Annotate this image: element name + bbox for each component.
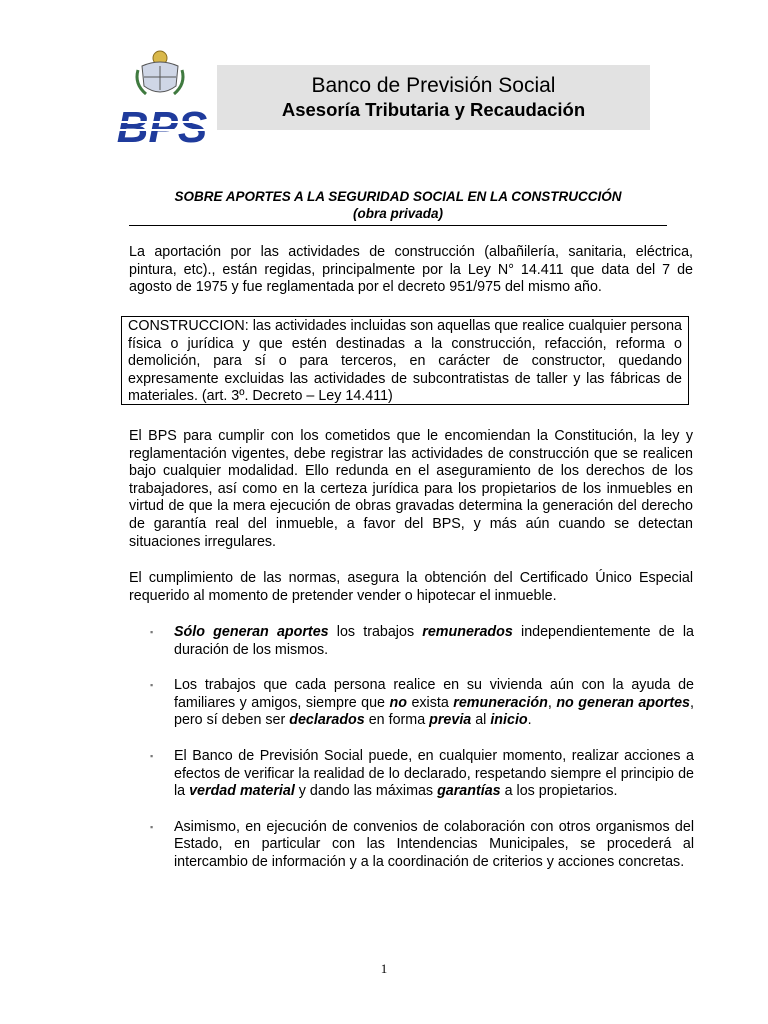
coat-of-arms-icon xyxy=(112,44,212,149)
bullet-icon: ▪ xyxy=(150,750,154,761)
certificate-paragraph: El cumplimiento de las normas, asegura la obtención del Certificado Único Especial requerido al momento de pretender vender o hipotecar el inmueble. xyxy=(129,570,693,604)
emphasis: remuneración xyxy=(453,694,548,711)
emphasis: garantías xyxy=(437,783,501,800)
header-banner xyxy=(217,65,650,130)
bullet-icon: ▪ xyxy=(150,627,154,637)
bps-logo xyxy=(112,44,212,149)
text: independientemente de la duración de los mismos. xyxy=(174,624,694,658)
intro-paragraph: La aportación por las actividades de construcción (albañilería, sanitaria, eléctrica, pintura, etc)., están regidas, principalmente por la Ley N° 14.411 que data del 7 de agosto de 1975 y fue reglamentada por el decreto 951/975 del mismo año. xyxy=(129,244,693,296)
text: al xyxy=(471,712,491,729)
page-number: 1 xyxy=(380,961,388,976)
text: El Banco de Previsión Social puede, en cualquier momento, realizar acciones a efectos de verificar la realidad de lo declarado, respetando siempre el principio de la xyxy=(174,747,694,800)
document-title: SOBRE APORTES A LA SEGURIDAD SOCIAL EN LA CONSTRUCCIÓN xyxy=(174,189,622,204)
emphasis: no generan aportes xyxy=(556,694,691,711)
text: en forma xyxy=(364,712,430,729)
logo-text: BPS xyxy=(116,103,208,149)
list-item xyxy=(150,624,694,659)
list-item xyxy=(150,677,694,730)
text: Asimismo, en ejecución de convenios de colaboración con otros organismos del Estado, en particular con las Intendencias Municipales, se procederá al intercambio de información y a la coordinación de criterios y acciones concretas. xyxy=(174,818,694,870)
text: exista xyxy=(406,694,454,711)
organization-name: Banco de Previsión Social xyxy=(311,74,556,97)
emphasis: no xyxy=(389,694,407,711)
department-name: Asesoría Tributaria y Recaudación xyxy=(281,99,586,120)
text: . xyxy=(527,712,532,729)
title-divider xyxy=(129,225,667,226)
text: y dando las máximas xyxy=(294,783,438,800)
bullet-icon: ▪ xyxy=(150,680,154,691)
text: Los trabajos que cada persona realice en su vivienda aún con la ayuda de familiares y amigos, siempre que xyxy=(174,677,694,711)
definition-box: CONSTRUCCION: las actividades incluidas son aquellas que realice cualquier persona física o jurídica y que estén destinadas a la construcción, refacción, reforma o demolición, para sí o para terceros, en carácter de constructor, quedando expresamente excluidas las actividades de subcontratistas de taller y las fábricas de materiales. (art. 3º. Decreto – Ley 14.411) xyxy=(121,316,689,405)
bullet-list xyxy=(150,624,694,872)
bps-paragraph: El BPS para cumplir con los cometidos que le encomiendan la Constitución, la ley y reglamentación vigentes, debe registrar las actividades de construcción que se realicen bajo cualquier modalidad. Ello redunda en el aseguramiento de los derechos de los trabajadores, así como en la certeza jurídica para los propietarios de los inmuebles en virtud de que la mera ejecución de obras gravadas determina la generación del derecho de garantía real del inmueble, a favor del BPS, y más aún cuando se detectan situaciones irregulares. xyxy=(129,428,693,550)
emphasis: declarados xyxy=(289,712,365,729)
text: los trabajos xyxy=(328,624,423,640)
text: , xyxy=(547,694,557,711)
list-item xyxy=(150,819,694,872)
emphasis: inicio xyxy=(490,712,528,729)
document-subtitle: (obra privada) xyxy=(352,206,444,221)
text: , pero sí deben ser xyxy=(174,694,694,729)
emphasis: remunerados xyxy=(422,624,513,640)
bullet-icon: ▪ xyxy=(150,821,154,832)
emphasis: previa xyxy=(429,712,472,729)
emphasis: verdad material xyxy=(189,783,295,800)
text: a los propietarios. xyxy=(500,783,618,800)
document-title-block xyxy=(129,188,667,222)
list-item xyxy=(150,748,694,801)
emphasis: Sólo generan aportes xyxy=(174,624,329,640)
